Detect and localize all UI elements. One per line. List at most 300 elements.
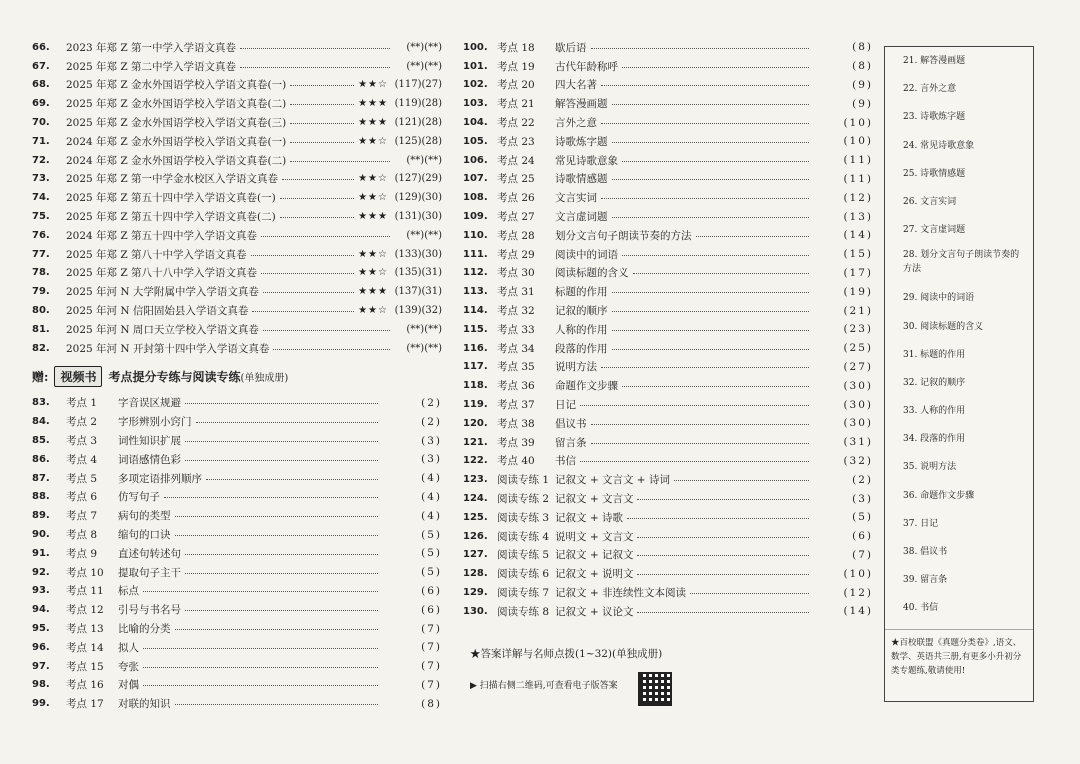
item-category: 考点 28 xyxy=(497,229,535,242)
item-number: 66. xyxy=(32,41,50,53)
exam-row xyxy=(32,320,442,339)
item-category: 考点 9 xyxy=(66,547,98,560)
sidebar-item: 37. 日记 xyxy=(903,518,939,529)
item-category: 考点 30 xyxy=(497,267,535,280)
item-number: 67. xyxy=(32,60,50,72)
item-title: 记叙文 + 说明文 xyxy=(555,568,634,581)
sidebar-item: 31. 标题的作用 xyxy=(903,349,966,360)
item-number: 125. xyxy=(463,511,488,523)
dot-leader xyxy=(273,349,390,350)
answers-line: ★答案详解与名师点拨(1~32)(单独成册) xyxy=(470,648,663,660)
page-number: (30) xyxy=(843,379,873,392)
item-number: 94. xyxy=(32,604,50,616)
item-category: 考点 40 xyxy=(497,455,535,468)
page-number: (7) xyxy=(421,660,442,673)
sidebar-item: 25. 诗歌情感题 xyxy=(903,168,966,179)
page-reference: (135)(31) xyxy=(394,267,442,279)
item-title: 2025 年郑 Z 第一中学金水校区入学语文真卷 xyxy=(66,173,279,186)
page-number: (7) xyxy=(421,641,442,654)
toc-row xyxy=(463,546,873,565)
item-title: 引号与书名号 xyxy=(118,604,181,617)
toc-row xyxy=(463,226,873,245)
item-number: 98. xyxy=(32,679,50,691)
difficulty-stars: ★★☆ xyxy=(358,79,388,91)
item-title: 言外之意 xyxy=(555,117,597,130)
item-number: 93. xyxy=(32,585,50,597)
gift-heading xyxy=(32,364,442,390)
dot-leader xyxy=(637,574,809,575)
dot-leader xyxy=(290,104,354,105)
exam-row xyxy=(32,226,442,245)
item-number: 130. xyxy=(463,605,488,617)
toc-row xyxy=(32,563,442,582)
exam-row xyxy=(32,282,442,301)
toc-row xyxy=(463,264,873,283)
page-number: (10) xyxy=(843,116,873,129)
sidebar-item: 33. 人称的作用 xyxy=(903,406,966,417)
page-number: (6) xyxy=(421,603,442,616)
item-number: 118. xyxy=(463,380,488,392)
sidebar-item: 38. 倡议书 xyxy=(903,547,948,557)
dot-leader xyxy=(282,179,354,180)
item-number: 84. xyxy=(32,416,50,428)
dot-leader xyxy=(185,573,378,574)
item-category: 考点 20 xyxy=(497,79,535,92)
page-number: (14) xyxy=(843,229,873,242)
toc-row xyxy=(32,506,442,525)
page-number: (8) xyxy=(852,60,873,73)
page-number: (11) xyxy=(843,154,873,167)
page-number: (6) xyxy=(421,584,442,597)
qr-code-icon xyxy=(638,672,672,706)
toc-row xyxy=(32,619,442,638)
item-number: 97. xyxy=(32,660,50,672)
toc-row xyxy=(32,544,442,563)
page-reference: (125)(28) xyxy=(394,135,442,147)
sidebar-item: 28. 划分文言句子朗读节奏的方法 xyxy=(903,250,1020,275)
dot-leader xyxy=(690,593,809,594)
page-number: (14) xyxy=(843,605,873,618)
dot-leader xyxy=(240,48,390,49)
item-category: 考点 37 xyxy=(497,399,535,412)
item-title: 划分文言句子朗读节奏的方法 xyxy=(555,229,692,242)
dot-leader xyxy=(290,123,354,124)
gift-prefix: 赠: xyxy=(32,370,49,385)
item-category: 阅读专练 6 xyxy=(497,568,550,581)
toc-row xyxy=(32,638,442,657)
toc-row xyxy=(463,395,873,414)
item-number: 121. xyxy=(463,436,488,448)
item-title: 记叙文 + 记叙文 xyxy=(555,549,634,562)
item-number: 100. xyxy=(463,41,488,53)
page-number: (12) xyxy=(843,586,873,599)
page-number: (13) xyxy=(843,210,873,223)
item-title: 提取句子主干 xyxy=(118,566,181,579)
item-title: 解答漫画题 xyxy=(555,98,608,111)
item-number: 71. xyxy=(32,135,50,147)
dot-leader xyxy=(696,236,810,237)
dot-leader xyxy=(580,461,809,462)
item-title: 2025 年郑 Z 金水外国语学校入学语文真卷(二) xyxy=(66,98,287,111)
dot-leader xyxy=(612,349,810,350)
item-title: 2025 年郑 Z 金水外国语学校入学语文真卷(三) xyxy=(66,117,287,130)
item-number: 79. xyxy=(32,286,50,298)
dot-leader xyxy=(280,198,354,199)
item-category: 考点 33 xyxy=(497,323,535,336)
item-number: 88. xyxy=(32,491,50,503)
page-number: (5) xyxy=(852,511,873,524)
item-title: 诗歌情感题 xyxy=(555,173,608,186)
item-category: 考点 36 xyxy=(497,380,535,393)
sidebar-item: 27. 文言虚词题 xyxy=(903,225,966,236)
page-number: (4) xyxy=(421,490,442,503)
dot-leader xyxy=(637,612,809,613)
item-number: 108. xyxy=(463,192,488,204)
sidebar-item: 23. 诗歌炼字题 xyxy=(903,112,966,123)
exam-row xyxy=(32,207,442,226)
item-number: 73. xyxy=(32,173,50,185)
item-title: 记叙文 + 非连续性文本阅读 xyxy=(555,587,686,599)
item-category: 考点 1 xyxy=(66,397,98,410)
dot-leader xyxy=(185,610,378,611)
item-number: 87. xyxy=(32,472,50,484)
item-title: 常见诗歌意象 xyxy=(555,154,618,167)
dot-leader xyxy=(637,499,809,500)
item-title: 2025 年河 N 信阳固始县入学语文真卷 xyxy=(66,305,249,318)
page-number: (4) xyxy=(421,509,442,522)
dot-leader xyxy=(622,67,809,68)
dot-leader xyxy=(612,104,810,105)
item-category: 考点 24 xyxy=(497,154,535,167)
dot-leader xyxy=(143,591,378,592)
dot-leader xyxy=(185,554,378,555)
toc-row xyxy=(463,376,873,395)
exam-row xyxy=(32,264,442,283)
toc-row xyxy=(463,76,873,95)
page-number: (6) xyxy=(852,530,873,543)
item-number: 99. xyxy=(32,698,50,710)
toc-row xyxy=(32,694,442,713)
item-category: 阅读专练 1 xyxy=(497,474,550,487)
item-category: 阅读专练 7 xyxy=(497,587,550,599)
item-category: 阅读专练 8 xyxy=(497,605,550,618)
item-category: 考点 32 xyxy=(497,305,535,318)
gift-note: (单独成册) xyxy=(240,373,289,385)
page-number: (3) xyxy=(421,453,442,466)
item-category: 考点 18 xyxy=(497,41,535,54)
toc-row xyxy=(32,488,442,507)
difficulty-stars: ★★☆ xyxy=(358,305,388,317)
item-number: 76. xyxy=(32,229,50,241)
toc-row xyxy=(32,600,442,619)
difficulty-stars: ★★★ xyxy=(358,98,388,110)
toc-row xyxy=(463,113,873,132)
difficulty-stars: ★★★ xyxy=(358,286,388,298)
item-category: 考点 15 xyxy=(66,660,104,673)
page-number: (31) xyxy=(843,436,873,449)
dot-leader xyxy=(612,330,810,331)
page-number: (5) xyxy=(421,528,442,541)
dot-leader xyxy=(280,217,354,218)
page-number: (25) xyxy=(843,342,873,355)
item-category: 考点 29 xyxy=(497,248,535,261)
item-title: 文言实词 xyxy=(555,192,597,205)
page-number: (4) xyxy=(421,472,442,485)
dot-leader xyxy=(591,48,810,49)
toc-row xyxy=(463,282,873,301)
toc-row xyxy=(32,676,442,695)
exam-row xyxy=(32,151,442,170)
item-title: 仿写句子 xyxy=(118,491,160,504)
toc-row xyxy=(463,301,873,320)
page-number: (10) xyxy=(843,567,873,580)
item-title: 标点 xyxy=(118,585,139,598)
page-number: (30) xyxy=(843,398,873,411)
item-number: 75. xyxy=(32,211,50,223)
toc-row xyxy=(463,358,873,377)
difficulty-stars: ★★★ xyxy=(358,117,388,129)
gift-box-label: 视频书 xyxy=(54,366,102,387)
page-reference: (137)(31) xyxy=(394,286,442,298)
item-category: 考点 21 xyxy=(497,98,535,111)
item-title: 2024 年郑 Z 金水外国语学校入学语文真卷(二) xyxy=(66,154,287,167)
item-category: 考点 27 xyxy=(497,211,535,224)
toc-row xyxy=(463,433,873,452)
dot-leader xyxy=(175,535,379,536)
item-category: 考点 14 xyxy=(66,641,104,654)
page-reference: (129)(30) xyxy=(394,192,442,204)
item-title: 标题的作用 xyxy=(555,286,608,299)
dot-leader xyxy=(612,179,810,180)
dot-leader xyxy=(175,516,379,517)
item-category: 阅读专练 2 xyxy=(497,493,550,506)
item-number: 119. xyxy=(463,399,488,411)
item-title: 记叙文 + 诗歌 xyxy=(555,511,623,524)
item-title: 字形辨别小窍门 xyxy=(118,416,192,429)
item-title: 留言条 xyxy=(555,436,587,449)
sidebar-item: 40. 书信 xyxy=(903,603,939,614)
dot-leader xyxy=(175,629,379,630)
item-number: 90. xyxy=(32,529,50,541)
dot-leader xyxy=(175,704,379,705)
page-number: (7) xyxy=(421,622,442,635)
item-title: 说明方法 xyxy=(555,361,597,374)
item-title: 2025 年郑 Z 第八十八中学入学语文真卷 xyxy=(66,267,258,280)
item-title: 段落的作用 xyxy=(555,342,608,355)
item-number: 122. xyxy=(463,455,488,467)
toc-row xyxy=(463,527,873,546)
dot-leader xyxy=(261,236,390,237)
page-number: (12) xyxy=(843,191,873,204)
gift-title: 考点提分专练与阅读专练 xyxy=(108,370,241,385)
dot-leader xyxy=(290,142,354,143)
item-number: 91. xyxy=(32,547,50,559)
toc-row xyxy=(463,339,873,358)
item-number: 124. xyxy=(463,493,488,505)
item-category: 阅读专练 3 xyxy=(497,511,550,524)
item-title: 2025 年郑 Z 第五十四中学入学语文真卷(二) xyxy=(66,211,276,224)
page-number: (9) xyxy=(852,97,873,110)
page-number: (21) xyxy=(843,304,873,317)
item-category: 考点 12 xyxy=(66,604,104,617)
item-title: 古代年龄称呼 xyxy=(555,60,618,73)
item-category: 考点 11 xyxy=(66,585,104,598)
item-number: 96. xyxy=(32,641,50,653)
item-number: 74. xyxy=(32,192,50,204)
item-number: 102. xyxy=(463,79,488,91)
item-title: 说明文 + 文言文 xyxy=(555,530,634,543)
item-number: 92. xyxy=(32,566,50,578)
item-category: 考点 13 xyxy=(66,623,104,635)
item-category: 考点 31 xyxy=(497,286,535,299)
dot-leader xyxy=(143,667,378,668)
dot-leader xyxy=(637,537,809,538)
item-number: 128. xyxy=(463,568,488,580)
item-title: 记叙的顺序 xyxy=(555,305,608,318)
item-title: 缩句的口诀 xyxy=(118,529,171,542)
item-category: 考点 17 xyxy=(66,698,104,711)
page-number: (30) xyxy=(843,417,873,430)
item-title: 对联的知识 xyxy=(118,698,171,711)
toc-row xyxy=(463,564,873,583)
exam-row xyxy=(32,132,442,151)
item-number: 86. xyxy=(32,453,50,465)
page-number: (7) xyxy=(421,678,442,691)
item-title: 诗歌炼字题 xyxy=(555,135,608,148)
dot-leader xyxy=(196,422,379,423)
item-title: 2025 年郑 Z 第二中学入学语文真卷 xyxy=(66,60,237,73)
item-title: 比喻的分类 xyxy=(118,623,171,635)
dot-leader xyxy=(612,217,810,218)
item-title: 2024 年郑 Z 金水外国语学校入学语文真卷(一) xyxy=(66,135,287,148)
item-title: 直述句转述句 xyxy=(118,547,181,560)
toc-row xyxy=(463,414,873,433)
sidebar-item: 34. 段落的作用 xyxy=(903,434,966,445)
item-title: 文言虚词题 xyxy=(555,211,608,224)
item-number: 70. xyxy=(32,117,50,129)
item-title: 阅读中的词语 xyxy=(555,248,618,261)
dot-leader xyxy=(240,67,390,68)
dot-leader xyxy=(612,142,810,143)
page-number: (5) xyxy=(421,566,442,579)
right-column xyxy=(463,38,873,621)
item-number: 68. xyxy=(32,79,50,91)
item-title: 2025 年郑 Z 金水外国语学校入学语文真卷(一) xyxy=(66,79,287,92)
item-number: 72. xyxy=(32,154,50,166)
dot-leader xyxy=(185,403,378,404)
item-category: 阅读专练 4 xyxy=(497,530,550,543)
page-reference: (121)(28) xyxy=(394,117,442,129)
item-title: 2024 年郑 Z 第五十四中学入学语文真卷 xyxy=(66,229,258,242)
toc-row xyxy=(463,132,873,151)
dot-leader xyxy=(164,497,378,498)
item-title: 字音误区规避 xyxy=(118,397,181,410)
item-number: 77. xyxy=(32,248,50,260)
dot-leader xyxy=(601,85,809,86)
item-title: 记叙文 + 文言文 xyxy=(555,493,634,506)
dot-leader xyxy=(612,311,810,312)
dot-leader xyxy=(601,367,809,368)
page-number: (7) xyxy=(852,548,873,561)
item-category: 考点 22 xyxy=(497,117,535,130)
item-number: 115. xyxy=(463,323,488,335)
scan-note: ▶ 扫描右侧二维码,可查看电子版答案 xyxy=(470,681,618,691)
dot-leader xyxy=(633,273,810,274)
page-reference: (**)(**) xyxy=(406,154,442,166)
page-reference: (**)(**) xyxy=(406,41,442,53)
sidebar-item: 35. 说明方法 xyxy=(903,462,957,473)
page-number: (2) xyxy=(421,396,442,409)
item-number: 83. xyxy=(32,397,50,409)
item-title: 2025 年郑 Z 第五十四中学入学语文真卷(一) xyxy=(66,192,276,205)
item-number: 106. xyxy=(463,154,488,166)
sidebar-item: 36. 命题作文步骤 xyxy=(903,490,975,501)
page-number: (5) xyxy=(421,547,442,560)
page-reference: (133)(30) xyxy=(394,248,442,260)
item-title: 四大名著 xyxy=(555,79,597,92)
item-title: 2025 年河 N 周口天立学校入学语文真卷 xyxy=(66,323,259,336)
toc-row xyxy=(463,188,873,207)
sidebar-item: 32. 记叙的顺序 xyxy=(903,377,966,388)
toc-row xyxy=(463,94,873,113)
item-category: 考点 19 xyxy=(497,60,535,73)
item-title: 倡议书 xyxy=(555,417,587,430)
sidebar-index xyxy=(884,46,1034,702)
item-number: 69. xyxy=(32,98,50,110)
page-number: (8) xyxy=(852,41,873,54)
dot-leader xyxy=(263,292,354,293)
page-number: (10) xyxy=(843,135,873,148)
item-number: 127. xyxy=(463,549,488,561)
page-reference: (**)(**) xyxy=(406,342,442,354)
dot-leader xyxy=(580,405,809,406)
page-reference: (127)(29) xyxy=(394,173,442,185)
exam-row xyxy=(32,188,442,207)
item-category: 考点 25 xyxy=(497,173,535,186)
dot-leader xyxy=(622,386,809,387)
dot-leader xyxy=(601,198,809,199)
page-number: (27) xyxy=(843,360,873,373)
item-number: 109. xyxy=(463,211,488,223)
item-title: 阅读标题的含义 xyxy=(555,267,629,280)
dot-leader xyxy=(627,518,809,519)
dot-leader xyxy=(290,161,390,162)
dot-leader xyxy=(143,685,378,686)
toc-row xyxy=(463,57,873,76)
exam-row xyxy=(32,94,442,113)
dot-leader xyxy=(206,479,378,480)
dot-leader xyxy=(622,255,809,256)
item-category: 考点 5 xyxy=(66,472,98,485)
page-number: (3) xyxy=(421,434,442,447)
item-title: 歇后语 xyxy=(555,41,587,54)
item-number: 120. xyxy=(463,417,488,429)
item-category: 考点 3 xyxy=(66,435,98,448)
item-category: 考点 4 xyxy=(66,453,98,466)
sidebar-item: 26. 文言实词 xyxy=(903,196,957,207)
sidebar-note: ★百校联盟《真题分类卷》,语文、数学、英语共三册,有更多小升初分类专题练,敬请使用! xyxy=(885,629,1033,678)
item-number: 117. xyxy=(463,361,488,373)
toc-row xyxy=(463,602,873,621)
item-category: 考点 16 xyxy=(66,679,104,692)
dot-leader xyxy=(637,555,809,556)
item-category: 考点 23 xyxy=(497,135,535,148)
page-number: (19) xyxy=(843,285,873,298)
toc-row xyxy=(32,469,442,488)
sidebar-item: 21. 解答漫画题 xyxy=(903,56,966,66)
item-category: 考点 35 xyxy=(497,361,535,374)
dot-leader xyxy=(622,161,809,162)
